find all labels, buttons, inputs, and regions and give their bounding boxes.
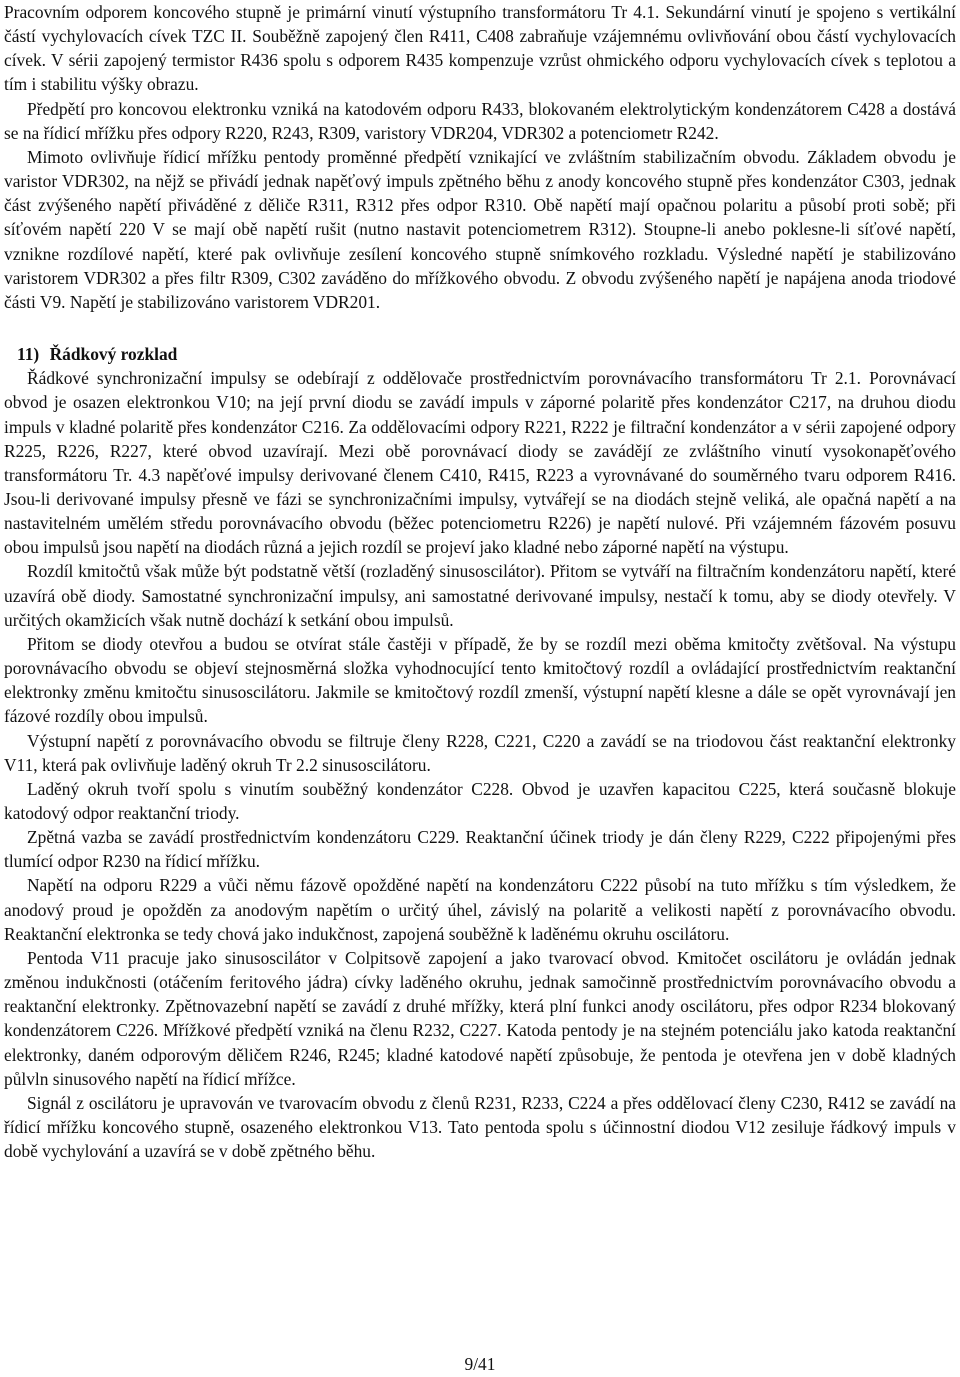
paragraph-stabilization-circuit: Mimoto ovlivňuje řídicí mřížku pentody proměnné předpětí vznikající ve zvláštním stabilizačním obvodu. Základem obvodu je varistor VDR302, na nějž se přivádí jednak napěťový impuls zpětného běhu z anody koncového stupně přes kondenzátor C303, jednak část zvýšeného napětí přiváděné z děliče R311, R312 přes odpor R310. Obě napětí mají opačnou polaritu a působí proti sobě; při síťovém napětí 220 V se mají obě napětí rušit (nutno nastavit potenciometrem R312). Stoupne-li anebo poklesne-li síťové napětí, vznikne rozdílové napětí, které pak ovlivňuje zesílení koncového stupně snímkového rozkladu. Výsledné napětí je stabilizováno varistorem VDR302 a přes filtr R309, C302 zaváděno do mřížkového obvodu. Z obvodu zvýšeného napětí je napájena anoda triodové části V9. Napětí je stabilizováno varistorem VDR201. xyxy=(4,146,956,312)
paragraph-pentode-oscillator: Pentoda V11 pracuje jako sinusoscilátor v Colpitsově zapojení a jako tvarovací obvod. Kmitočet oscilátoru je ovládán jednak změnou indukčnosti (otáčením feritového jádra) cívky laděného okruhu, jednak samočinně prostřednictvím porovnávacího obvodu a reaktanční elektronky. Zpětnovazební napětí se zavádí z druhé mřížky, která plní funkci anody oscilátoru, přes odpor R234 blokovaný kondenzátorem C226. Mřížkové předpětí vzniká na členu R232, C227. Katoda pentody je na stejném potenciálu jako katoda reaktanční elektronky, daném odporovým děličem R246, R245; kladné katodové napětí způsobuje, že pentoda je otevřena jen v době kladných půlvln sinusového napětí na řídicí mřížce. xyxy=(4,947,956,1089)
paragraph-sync-pulses: Řádkové synchronizační impulsy se odebírají z oddělovače prostřednictvím porovnávacího transformátoru Tr 2.1. Porovnávací obvod je osazen elektronkou V10; na její první diodu se zavádí impuls v záporné polaritě přes kondenzátor C217, na druhou diodu impuls v kladné polaritě přes kondenzátor C216. Za oddělovacími odpory R221, R222 je filtrační kondenzátor a v sérii zapojené odpory R225, R226, R227, které obvod uzavírají. Mezi obě porovnávací diody se zavádějí ze zvláštního vinutí vysokonapěťového transformátoru Tr. 4.3 napěťové impulsy derivované členem C410, R415, R223 a vyrovnávané do souměrného tvaru odporem R416. Jsou-li derivované impulsy přesně ve fázi se synchronizačními impulsy, vytvářejí se na diodách stejně veliká, ale opačná napětí a na nastavitelném umělém středu porovnávacího obvodu (běžec potenciometru R226) je napětí nulové. Při vzájemném fázovém posuvu obou impulsů jsou napětí na diodách různá a jejich rozdíl se projeví jako kladné nebo záporné napětí na výstupu. xyxy=(4,368,956,558)
section-heading xyxy=(4,342,956,366)
paragraph-frequency-difference: Rozdíl kmitočtů však může být podstatně větší (rozladěný sinusoscilátor). Přitom se vytváří na filtračním kondenzátoru napětí, které uzavírá obě diody. Samostatné synchronizační impulsy, ani samostatné derivované impulsy, nestačí k tomu, aby se diody otevřely. V určitých okamžicích však nutně dochází k setkání obou impulsů. xyxy=(4,561,956,630)
section-title: Řádkový rozklad xyxy=(49,344,178,365)
paragraph-reactance-tube: Napětí na odporu R229 a vůči němu fázově opožděné napětí na kondenzátoru C222 působí na tuto mřížku s tím výsledkem, že anodový proud je opožděn za anodovým napětím o určitý úhel, závislý na polaritě a velikosti napětí z porovnávacího obvodu. Reaktanční elektronka se tedy chová jako indukčnost, zapojená souběžně k laděnému okruhu oscilátoru. xyxy=(4,875,956,944)
section-number: 11) xyxy=(17,344,40,365)
paragraph-output-voltage-filter: Výstupní napětí z porovnávacího obvodu se filtruje členy R228, C221, C220 a zavádí se na triodovou část reaktanční elektronky V11, která pak ovlivňuje laděný okruh Tr 2.2 sinusoscilátoru. xyxy=(4,730,956,775)
paragraph-diodes-open: Přitom se diody otevřou a budou se otvírat stále častěji v případě, že by se rozdíl mezi oběma kmitočty zvětšoval. Na výstupu porovnávacího obvodu se objeví stejnosměrná složka vyhodnocující tento kmitočtový rozdíl a ovládající prostřednictvím reaktanční elektronky změnu kmitočtu sinusoscilátoru. Jakmile se kmitočtový rozdíl zmenší, výstupní napětí klesne a dále se opět vyrovnávají jen fázové rozdíly obou impulsů. xyxy=(4,633,956,727)
paragraph-bias-voltage: Předpětí pro koncovou elektronku vzniká na katodovém odporu R433, blokovaném elektrolytickým kondenzátorem C428 a dostává se na řídicí mřížku přes odpory R220, R243, R309, varistory VDR204, VDR302 a potenciometr R242. xyxy=(4,98,956,143)
paragraph-feedback: Zpětná vazba se zavádí prostřednictvím kondenzátoru C229. Reaktanční účinek triody je dán členy R229, C222 připojenými přes tlumící odpor R230 na řídicí mřížku. xyxy=(4,827,956,872)
document-page xyxy=(4,0,956,1163)
paragraph-tuned-circuit: Laděný okruh tvoří spolu s vinutím souběžný kondenzátor C228. Obvod je uzavřen kapacitou C225, která současně blokuje katodový odpor reaktanční triody. xyxy=(4,778,956,823)
page-number: 9/41 xyxy=(464,1354,496,1374)
paragraph-output-transformer: Pracovním odporem koncového stupně je primární vinutí výstupního transformátoru Tr 4.1. Sekundární vinutí je spojeno s vertikální částí vychylovacích cívek TZC II. Souběžně zapojený člen R411, C408 zabraňuje vzájemnému ovlivňování obou částí vychylovacích cívek. V sérii zapojený termistor R436 spolu s odporem R435 kompenzuje vzrůst ohmického odporu vychylovacích cívek s teplotou a tím i stabilitu výšky obrazu. xyxy=(4,2,956,95)
section-spacer xyxy=(4,314,956,342)
paragraph-shaping-circuit: Signál z oscilátoru je upravován ve tvarovacím obvodu z členů R231, R233, C224 a přes oddělovací členy C230, R412 se zavádí na řídicí mřížku koncového stupně, osazeného elektronkou V13. Tato pentoda spolu s účinnostní diodou V12 zesiluje řádkový impuls v době vychylování a uzavírá se v době zpětného běhu. xyxy=(4,1092,956,1162)
